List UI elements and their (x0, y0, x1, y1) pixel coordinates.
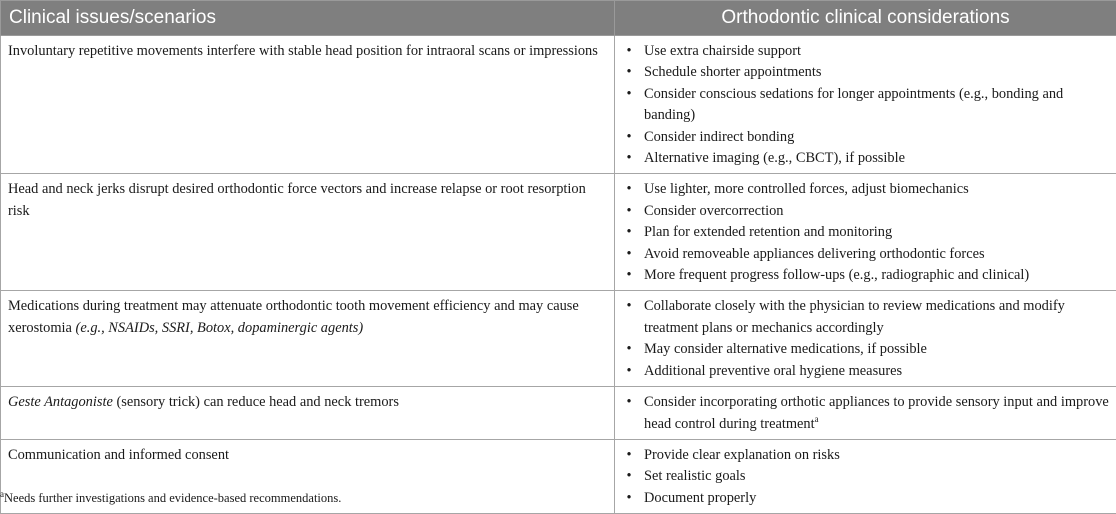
considerations-list (622, 179, 1109, 286)
list-item (622, 392, 1109, 435)
table-row (1, 387, 1116, 440)
bullet-icon: • (622, 222, 636, 243)
list-item (622, 201, 1109, 222)
list-item (622, 339, 1109, 360)
list-item (622, 488, 1109, 509)
list-item (622, 179, 1109, 200)
list-item (622, 41, 1109, 62)
table-row (1, 36, 1116, 174)
table-header-row (1, 1, 1116, 36)
header-clinical-issues: Clinical issues/scenarios (1, 1, 615, 36)
consideration-text: Document properly (644, 490, 756, 506)
consideration-text: More frequent progress follow-ups (e.g., radiographic and clinical) (644, 267, 1029, 283)
bullet-icon: • (622, 62, 636, 83)
list-item (622, 466, 1109, 487)
issue-text: Head and neck jerks disrupt desired orthodontic force vectors and increase relapse or root resorption risk (8, 181, 586, 218)
issue-text: (sensory trick) can reduce head and neck tremors (113, 394, 399, 410)
consideration-text: Plan for extended retention and monitoring (644, 224, 892, 240)
bullet-icon: • (622, 179, 636, 200)
list-item (622, 84, 1109, 127)
table-row (1, 291, 1116, 387)
considerations-list (622, 296, 1109, 382)
considerations-cell (615, 36, 1116, 174)
bullet-icon: • (622, 466, 636, 487)
consideration-text: Avoid removeable appliances delivering orthodontic forces (644, 246, 985, 262)
issue-text: Communication and informed consent (8, 447, 229, 463)
bullet-icon: • (622, 265, 636, 286)
footnote-marker: a (815, 414, 819, 424)
list-item (622, 445, 1109, 466)
bullet-icon: • (622, 84, 636, 105)
list-item (622, 222, 1109, 243)
consideration-text: Provide clear explanation on risks (644, 447, 840, 463)
consideration-text: Consider incorporating orthotic appliances to provide sensory input and improve head control during treatment (644, 394, 1109, 431)
consideration-text: Set realistic goals (644, 468, 746, 484)
bullet-icon: • (622, 361, 636, 382)
consideration-text: Use lighter, more controlled forces, adjust biomechanics (644, 181, 969, 197)
header-orthodontic-considerations: Orthodontic clinical considerations (615, 1, 1116, 36)
bullet-icon: • (622, 148, 636, 169)
list-item (622, 361, 1109, 382)
bullet-icon: • (622, 392, 636, 413)
bullet-icon: • (622, 339, 636, 360)
footnote-text: Needs further investigations and evidence-based recommendations. (4, 491, 341, 505)
bullet-icon: • (622, 201, 636, 222)
issue-cell (1, 387, 615, 440)
issue-cell (1, 174, 615, 291)
consideration-text: Alternative imaging (e.g., CBCT), if possible (644, 150, 905, 166)
considerations-list (622, 445, 1109, 509)
issue-text: Involuntary repetitive movements interfere with stable head position for intraoral scans or impressions (8, 43, 598, 59)
list-item (622, 265, 1109, 286)
consideration-text: May consider alternative medications, if possible (644, 341, 927, 357)
list-item (622, 62, 1109, 83)
table-row (1, 174, 1116, 291)
list-item (622, 148, 1109, 169)
considerations-list (622, 41, 1109, 169)
bullet-icon: • (622, 244, 636, 265)
issue-text: Medications during treatment may attenuate orthodontic tooth movement efficiency and may cause xerostomia (8, 298, 579, 335)
consideration-text: Consider indirect bonding (644, 129, 794, 145)
consideration-text: Consider conscious sedations for longer appointments (e.g., bonding and banding) (644, 86, 1063, 123)
bullet-icon: • (622, 445, 636, 466)
consideration-text: Schedule shorter appointments (644, 64, 821, 80)
bullet-icon: • (622, 296, 636, 317)
consideration-text: Collaborate closely with the physician to review medications and modify treatment plans or mechanics accordingly (644, 298, 1065, 335)
considerations-cell (615, 439, 1116, 513)
bullet-icon: • (622, 41, 636, 62)
consideration-text: Additional preventive oral hygiene measures (644, 363, 902, 379)
considerations-list (622, 392, 1109, 435)
issue-examples: (e.g., NSAIDs, SSRI, Botox, dopaminergic agents) (76, 320, 364, 336)
consideration-text: Use extra chairside support (644, 43, 801, 59)
considerations-cell (615, 387, 1116, 440)
table-footnote (0, 491, 341, 506)
issue-term: Geste Antagoniste (8, 394, 113, 410)
footnote-marker: a (0, 489, 4, 499)
consideration-text: Consider overcorrection (644, 203, 783, 219)
considerations-cell (615, 174, 1116, 291)
issue-cell (1, 36, 615, 174)
list-item (622, 244, 1109, 265)
considerations-cell (615, 291, 1116, 387)
list-item (622, 296, 1109, 339)
issue-cell (1, 291, 615, 387)
list-item (622, 127, 1109, 148)
bullet-icon: • (622, 488, 636, 509)
bullet-icon: • (622, 127, 636, 148)
